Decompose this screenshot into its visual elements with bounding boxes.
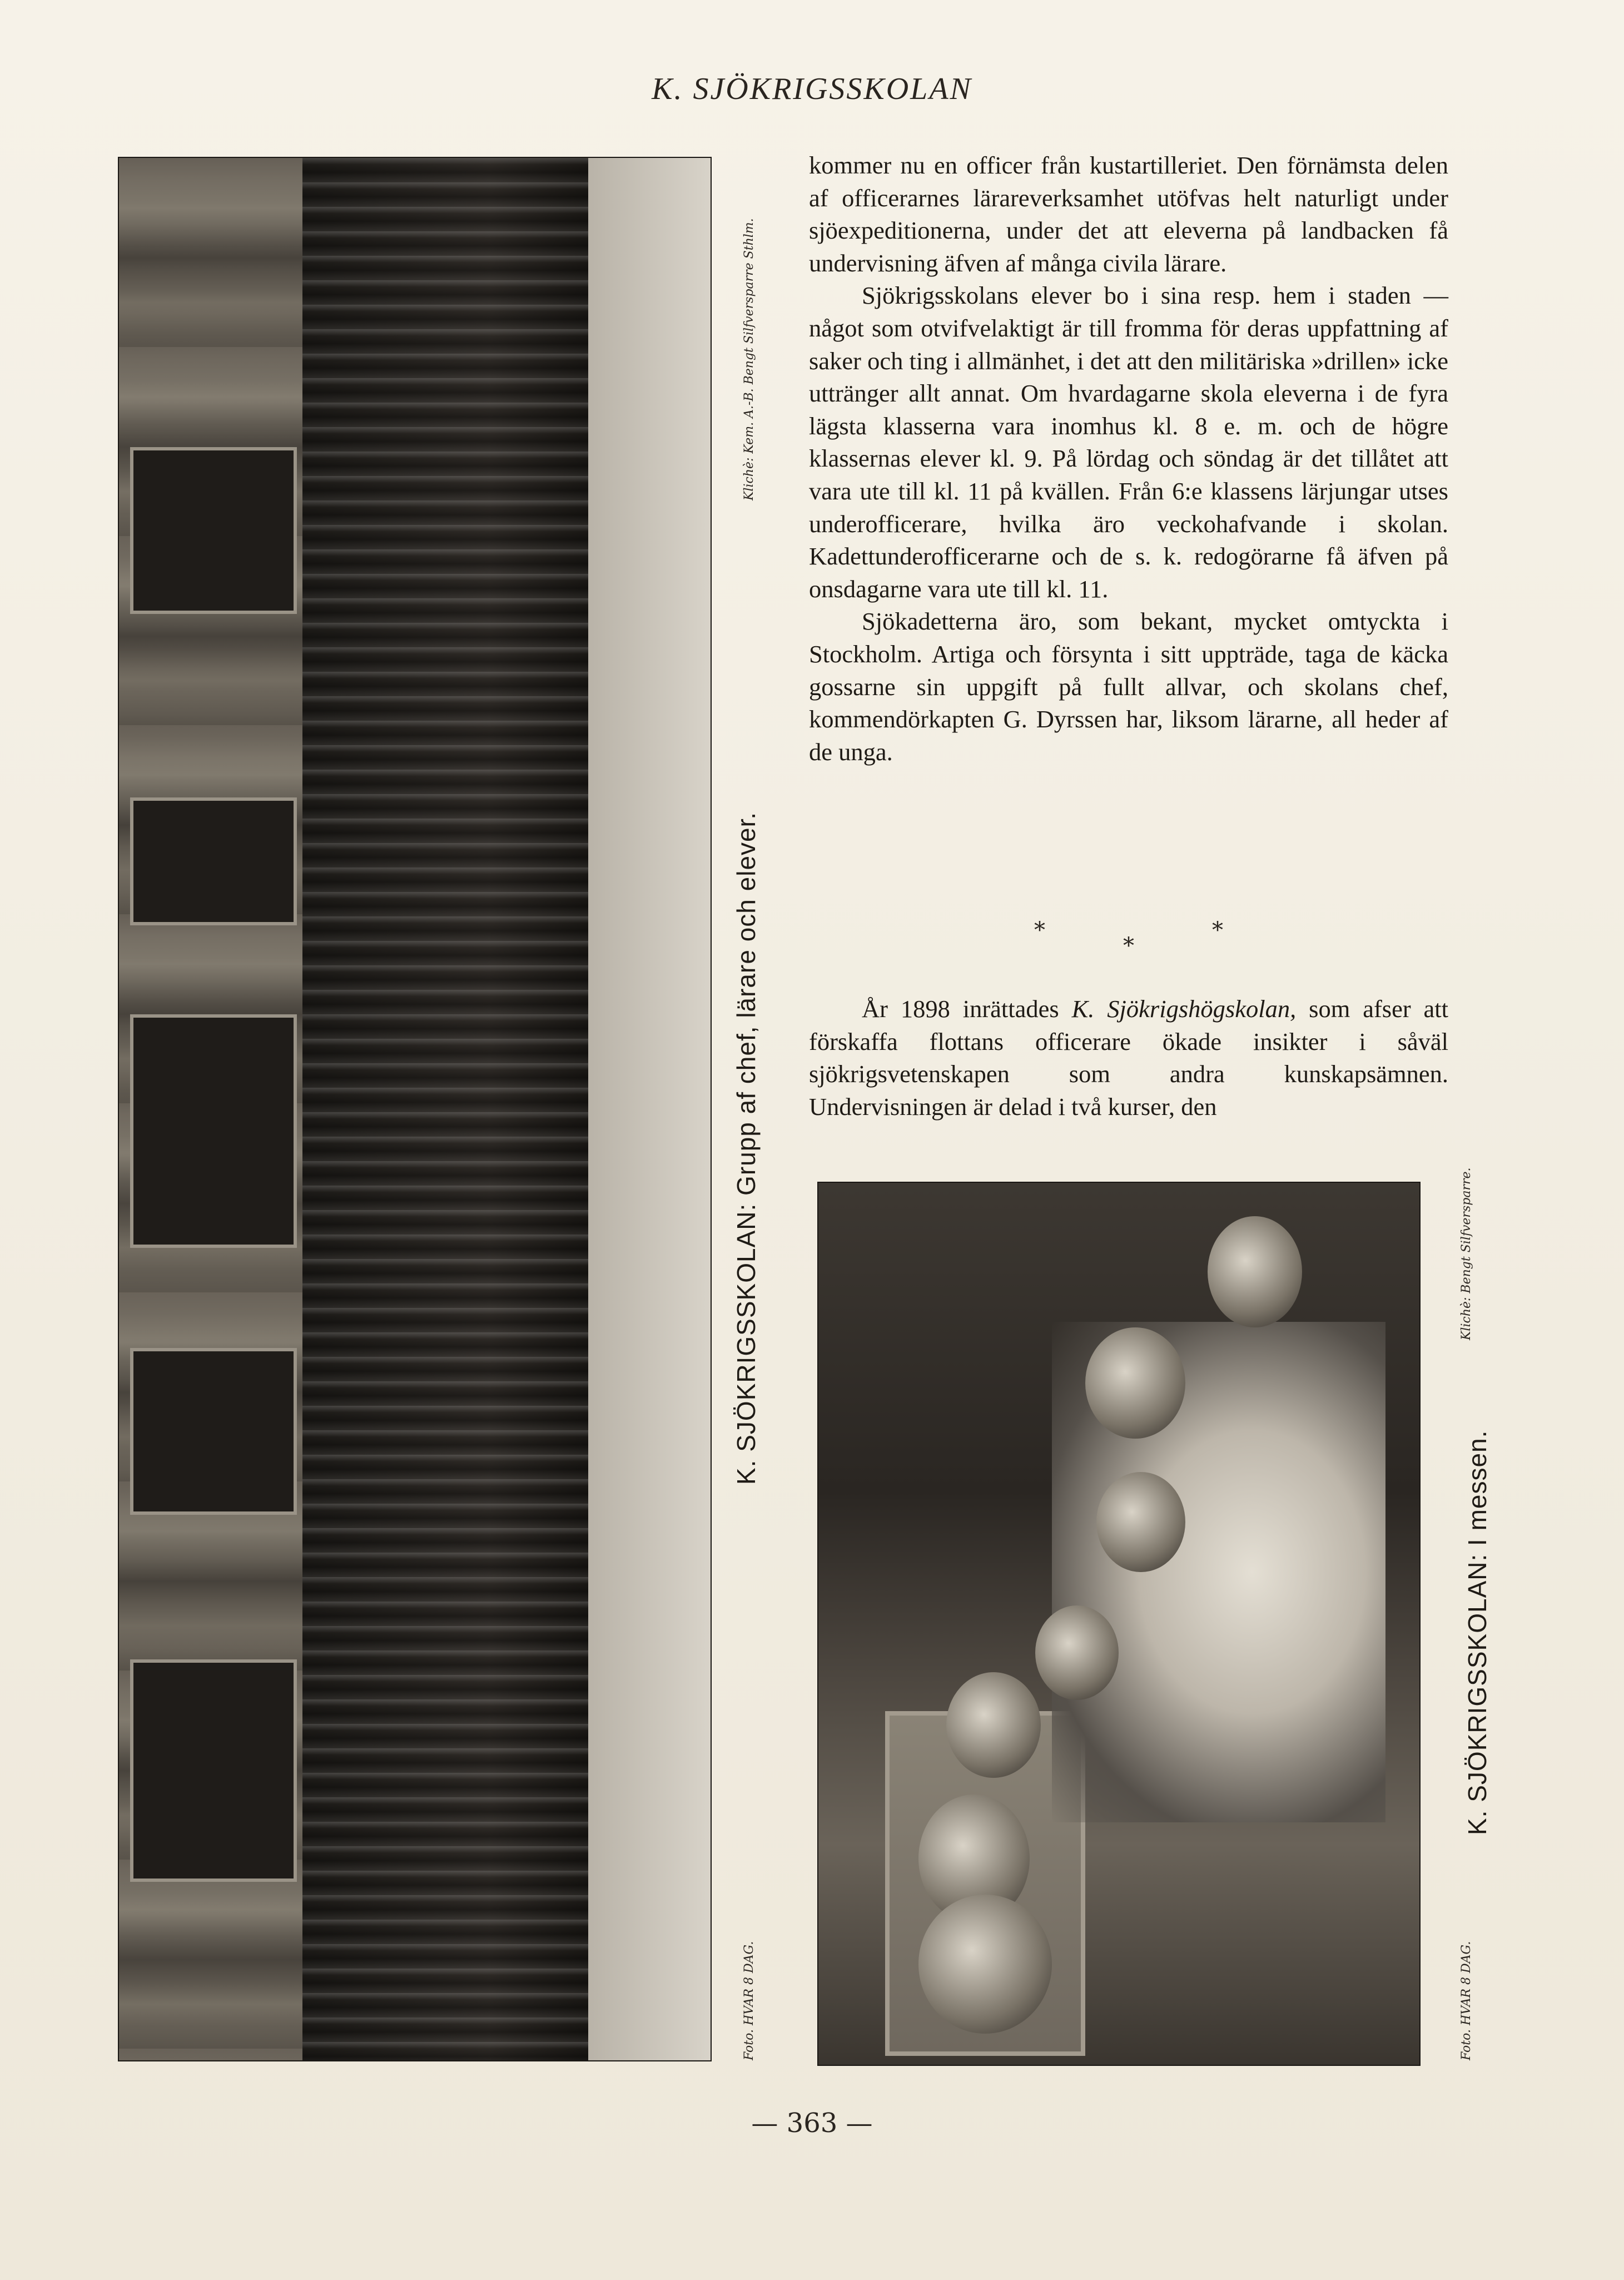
section-separator [809, 918, 1448, 959]
photo-figure [1096, 1472, 1185, 1572]
paragraph-rest: som afser att förskaffa flottans officerare ökade insikter i såväl sjökrigsvetenskapen som andra kunskapsämnen. Undervisningen är delad i två kurser, den [809, 995, 1449, 1121]
text-column [809, 149, 1448, 768]
group-photo [118, 157, 712, 2061]
paragraph-start: År 1898 inrättades [862, 995, 1072, 1023]
photo-figure [1208, 1216, 1302, 1327]
photo2-credit: Foto. HVAR 8 DAG. [1459, 1941, 1473, 2060]
paragraph: Sjökrigsskolans elever bo i sina resp. hem i staden — något som otvifvelaktigt är till fromma för deras uppfattning af saker och ting i allmänhet, i det att den militäriska »drillen» icke uttränger allt annat. Om hvardagarne skola eleverna i de fyra lägsta klasserna vara inomhus kl. 8 e. m. och de högre klassernas elever kl. 9. På lördag och söndag är det tillåtet att vara ute till kl. 11 på kvällen. Från 6:e klassens lärjungar utses underofficerare, hvilka äro veckohafvande i skolan. Kadettunderofficerarne och de s. k. redogörarne få äfven på onsdagarne vara ute till kl. 11. [809, 281, 1448, 603]
photo-window [130, 1348, 297, 1515]
photo1-cliche-credit: Klichè: Kem. A.-B. Bengt Silfversparre Sthlm. [742, 218, 756, 500]
paragraph: kommer nu en officer från kustartilleriet. Den förnämsta delen af officerarnes lärareverksamhet utöfvas helt naturligt under sjöexpeditionerna, under det att eleverna på landbacken få undervisning äfven af många civila lärare. [809, 151, 1448, 277]
separator-star: * [1034, 918, 1045, 943]
photo1-credit: Foto. HVAR 8 DAG. [742, 1941, 756, 2060]
photo-window [130, 1659, 297, 1882]
photo1-caption: K. SJÖKRIGSSKOLAN: Grupp af chef, lärare och elever. [732, 811, 761, 1485]
running-head: K. SJÖKRIGSSKOLAN [652, 72, 972, 106]
paragraph-emphasis: K. Sjökrigshögskolan, [1071, 995, 1297, 1023]
text-column-lower [809, 993, 1448, 1123]
separator-star: * [1123, 933, 1134, 959]
paragraph [809, 993, 1448, 1123]
photo2-caption: K. SJÖKRIGSSKOLAN: I messen. [1463, 1430, 1492, 1835]
photo-window [130, 447, 297, 614]
photo-floor [588, 158, 711, 2060]
photo-window [130, 1014, 297, 1248]
photo-figure [918, 1895, 1052, 2034]
photo-figure [946, 1672, 1041, 1778]
page-number: — 363 — [751, 2108, 873, 2139]
paragraph: Sjökadetterna äro, som bekant, mycket omtyckta i Stockholm. Artiga och försynta i sitt uppträde, taga de käcka gossarne sin uppgift på fullt allvar, och skolans chef, kommendörkapten G. Dyrssen har, liksom lärarne, all heder af de unga. [809, 607, 1448, 766]
separator-star: * [1212, 918, 1223, 943]
photo-figure [1085, 1327, 1185, 1439]
photo2-cliche-credit: Klichè: Bengt Silfversparre. [1459, 1167, 1473, 1340]
photo-crowd [302, 158, 614, 2060]
photo-window [130, 797, 297, 925]
photo-figure [1035, 1605, 1119, 1700]
mess-photo [817, 1182, 1421, 2066]
